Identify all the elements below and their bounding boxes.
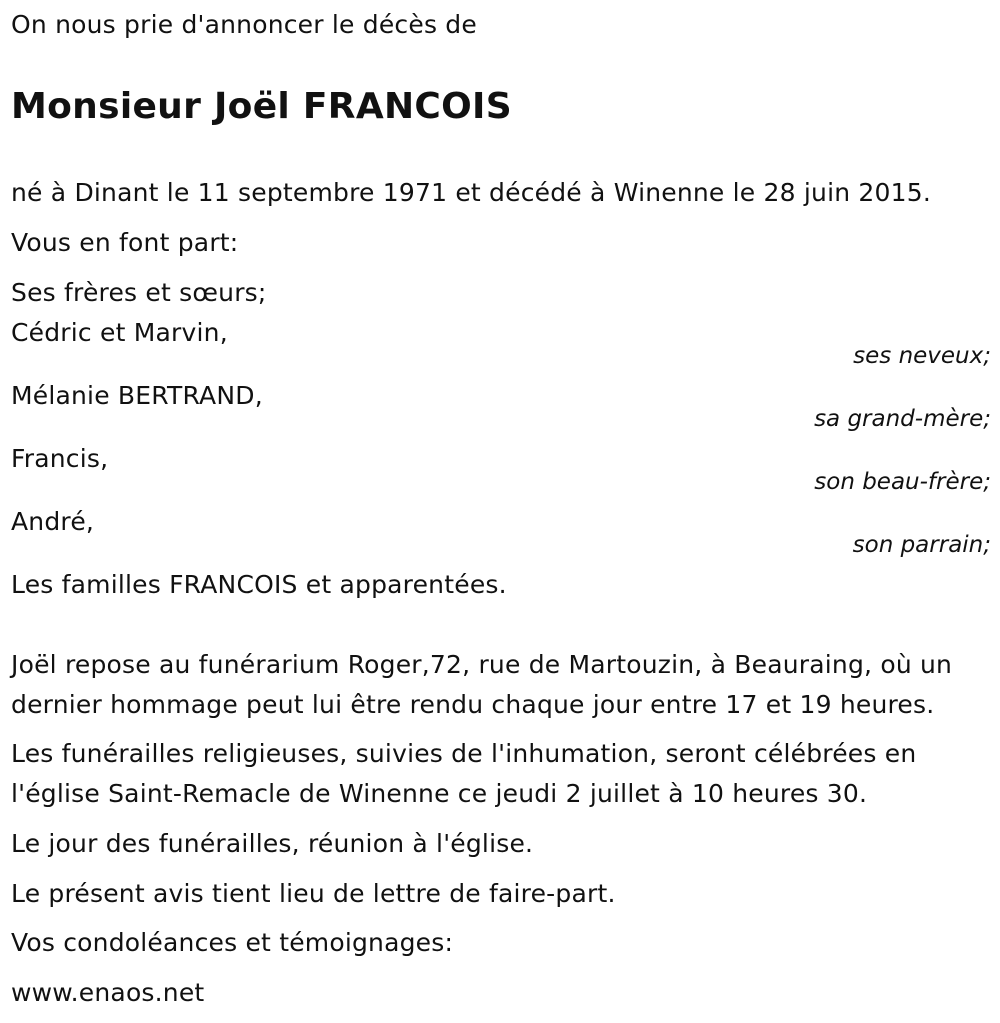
relation-grandmother: sa grand-mère; bbox=[814, 406, 991, 432]
family-line-godfather: André, bbox=[11, 507, 95, 536]
meeting-text: Le jour des funérailles, réunion à l'église. bbox=[11, 829, 534, 858]
funerarium-line-1: Joël repose au funérarium Roger,72, rue de Martouzin, à Beauraing, où un bbox=[11, 650, 953, 679]
notice-statement: Le présent avis tient lieu de lettre de faire-part. bbox=[11, 879, 616, 908]
family-line-siblings: Ses frères et sœurs; bbox=[11, 278, 267, 307]
funeral-line-1: Les funérailles religieuses, suivies de l'inhumation, seront célébrées en bbox=[11, 739, 917, 768]
intro-text: On nous prie d'annoncer le décès de bbox=[11, 10, 477, 39]
obituary-notice bbox=[11, 0, 991, 1023]
family-line-grandmother: Mélanie BERTRAND, bbox=[11, 381, 263, 410]
family-line-brother-in-law: Francis, bbox=[11, 444, 109, 473]
funerarium-line-2: dernier hommage peut lui être rendu chaque jour entre 17 et 19 heures. bbox=[11, 690, 935, 719]
website-link[interactable]: www.enaos.net bbox=[11, 978, 205, 1007]
announcers-intro: Vous en font part: bbox=[11, 228, 239, 257]
relation-godfather: son parrain; bbox=[852, 532, 991, 558]
funeral-line-2: l'église Saint-Remacle de Winenne ce jeudi 2 juillet à 10 heures 30. bbox=[11, 779, 868, 808]
condolences-intro: Vos condoléances et témoignages: bbox=[11, 928, 454, 957]
deceased-name: Monsieur Joël FRANCOIS bbox=[11, 86, 512, 127]
family-line-families: Les familles FRANCOIS et apparentées. bbox=[11, 570, 507, 599]
family-line-nephews: Cédric et Marvin, bbox=[11, 318, 228, 347]
birth-death-text: né à Dinant le 11 septembre 1971 et décédé à Winenne le 28 juin 2015. bbox=[11, 178, 931, 207]
relation-brother-in-law: son beau-frère; bbox=[814, 469, 991, 495]
relation-nephews: ses neveux; bbox=[853, 343, 991, 369]
